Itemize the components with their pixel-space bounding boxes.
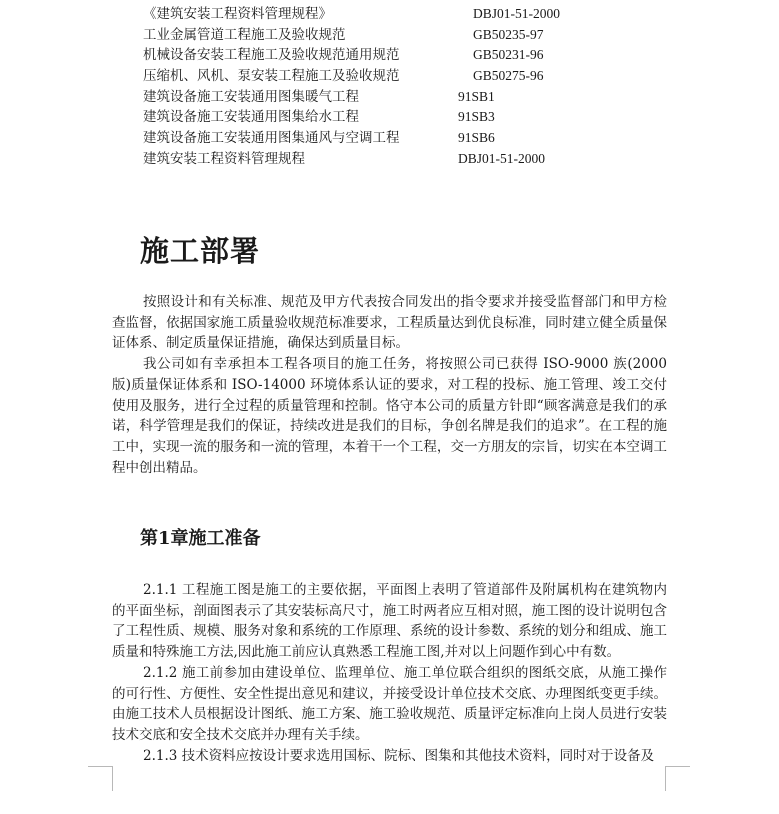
standard-row — [0, 66, 779, 87]
standard-code: GB50235-97 — [473, 26, 544, 42]
paragraph: 2.1.2 施工前参加由建设单位、监理单位、施工单位联合组织的图纸交底，从施工操作的可行性、方便性、安全性提出意见和建议，并接受设计单位技术交底、办理图纸变更手续。由施工技术人员根据设计图纸、施工方案、施工验收规范、质量评定标准向上岗人员进行安装技术交底和安全技术交底并办理有关手续。 — [112, 664, 667, 743]
standard-row — [0, 4, 779, 25]
standard-row — [0, 87, 779, 108]
standard-name: 机械设备安装工程施工及验收规范通用规范 — [143, 47, 400, 64]
standard-row — [0, 107, 779, 128]
paragraph: 按照设计和有关标准、规范及甲方代表按合同发出的指令要求并接受监督部门和甲方检查监督，依据国家施工质量验收规范标准要求，工程质量达到优良标准，同时建立健全质量保证体系、制定质量保证措施，确保达到质量目标。 — [112, 294, 667, 352]
page-corner-mark-left — [88, 766, 113, 791]
standard-name: 工业金属管道工程施工及验收规范 — [143, 26, 346, 43]
standard-code: 91SB3 — [458, 109, 495, 125]
standard-name: 《建筑安装工程资料管理规程》 — [143, 6, 332, 22]
standard-code: DBJ01-51-2000 — [458, 150, 545, 166]
standard-row — [0, 149, 779, 170]
chapter-heading: 第1章施工准备 — [140, 528, 261, 549]
standard-name: 压缩机、风机、泵安装工程施工及验收规范 — [143, 68, 400, 85]
standard-code: 91SB1 — [458, 88, 495, 104]
page-corner-mark-right — [665, 766, 690, 791]
standard-row — [0, 25, 779, 46]
standard-code: DBJ01-51-2000 — [473, 6, 560, 21]
paragraph: 2.1.3 技术资料应按设计要求选用国标、院标、图集和其他技术资料，同时对于设备及 — [143, 747, 655, 764]
standard-code: GB50231-96 — [473, 47, 544, 63]
standard-code: GB50275-96 — [473, 68, 544, 84]
chapter-body — [112, 580, 667, 766]
standard-name: 建筑设备施工安装通用图集通风与空调工程 — [143, 130, 400, 147]
section-heading: 施工部署 — [140, 234, 261, 268]
standard-name: 建筑设备施工安装通用图集给水工程 — [143, 109, 359, 126]
paragraph: 2.1.1 工程施工图是施工的主要依据，平面图上表明了管道部件及附属机构在建筑物内的平面坐标，剖面图表示了其安装标高尺寸，施工时两者应互相对照，施工图的设计说明包含了工程性质、规模、服务对象和系统的工作原理、系统的设计参数、系统的划分和组成、施工质量和特殊施工方法,因此施工前应认真熟悉工程施工图,并对以上问题作到心中有数。 — [112, 582, 667, 661]
standard-code: 91SB6 — [458, 130, 495, 146]
paragraph: 我公司如有幸承担本工程各项目的施工任务，将按照公司已获得 ISO-9000 族(2000 版)质量保证体系和 ISO-14000 环境体系认证的要求，对工程的投标、施工管理、竣工交付使用及服务，进行全过程的质量管理和控制。恪守本公司的质量方针即“顾客满意是我们的承诺，科学管理是我们的保证，持续改进是我们的目标，争创名牌是我们的追求”。在工程的施工中，实现一流的服务和一流的管理，本着干一个工程，交一方朋友的宗旨，切实在本空调工程中创出精品。 — [112, 356, 667, 476]
section-body — [112, 292, 667, 478]
standards-list — [0, 4, 779, 170]
standard-row — [0, 128, 779, 149]
standard-name: 建筑设备施工安装通用图集暖气工程 — [143, 88, 359, 105]
standard-name: 建筑安装工程资料管理规程 — [143, 150, 305, 167]
standard-row — [0, 45, 779, 66]
